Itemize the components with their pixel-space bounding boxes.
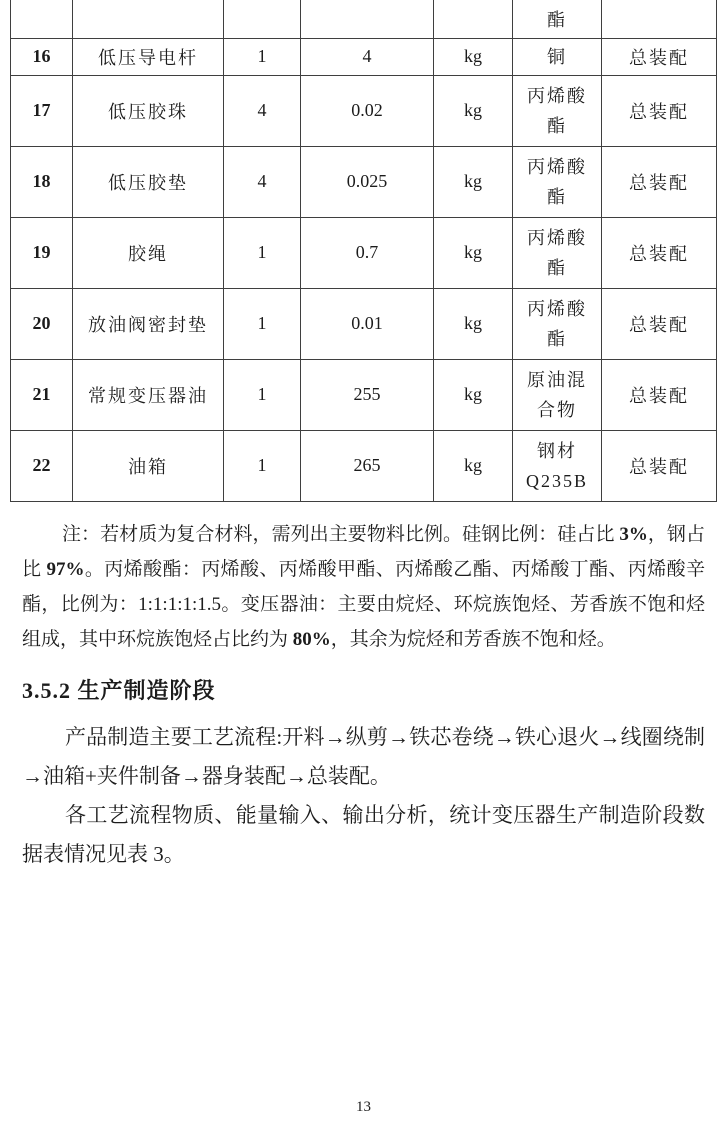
cell-stage: 总装配 [602, 38, 717, 75]
table-row [11, 146, 717, 217]
table-row [11, 217, 717, 288]
cell-stage [602, 0, 717, 38]
cell-weight [301, 0, 434, 38]
material-line: 丙烯酸 [527, 227, 587, 248]
cell-unit: kg [434, 288, 513, 359]
cell-name: 放油阀密封垫 [73, 288, 224, 359]
cell-stage: 总装配 [602, 217, 717, 288]
table-row [11, 359, 717, 430]
cell-name: 常规变压器油 [73, 359, 224, 430]
cell-weight: 4 [301, 38, 434, 75]
cell-qty [224, 0, 301, 38]
cell-unit: kg [434, 217, 513, 288]
cell-no: 20 [11, 288, 73, 359]
material-line: Q235B [525, 470, 588, 491]
cell-unit [434, 0, 513, 38]
note-paragraph [22, 517, 705, 657]
cell-qty: 4 [224, 75, 301, 146]
cell-material [513, 288, 602, 359]
material-line: 丙烯酸 [527, 85, 587, 106]
cell-stage: 总装配 [602, 75, 717, 146]
cell-qty: 4 [224, 146, 301, 217]
cell-no: 19 [11, 217, 73, 288]
body-paragraph-process-flow: 产品制造主要工艺流程:开料→纵剪→铁芯卷绕→铁心退火→线圈绕制→油箱+夹件制备→器身装配→总装配。 [22, 724, 705, 788]
section-heading: 3.5.2 生产制造阶段 [22, 677, 216, 703]
cell-material [513, 146, 602, 217]
material-line: 钢材 [537, 440, 577, 461]
table-row-carryover [11, 0, 717, 38]
bom-table-body [11, 0, 717, 501]
table-row [11, 38, 717, 75]
cell-weight: 0.025 [301, 146, 434, 217]
material-line: 原油混 [527, 369, 587, 390]
cell-stage: 总装配 [602, 146, 717, 217]
cell-qty: 1 [224, 38, 301, 75]
cell-unit: kg [434, 359, 513, 430]
material-line: 丙烯酸 [527, 298, 587, 319]
table-row [11, 430, 717, 501]
body-paragraph-analysis: 各工艺流程物质、能量输入、输出分析，统计变压器生产制造阶段数据表情况见表 3。 [22, 802, 705, 866]
cell-name: 油箱 [73, 430, 224, 501]
page-number: 13 [356, 1099, 371, 1115]
material-line: 酯 [547, 257, 567, 278]
note-text-segment: ，其余为烷烃和芳香族不饱和烃。 [330, 628, 616, 650]
cell-name: 低压胶垫 [73, 146, 224, 217]
cell-no: 16 [11, 38, 73, 75]
cell-material [513, 75, 602, 146]
note-text-segment: 注：若材质为复合材料，需列出主要物料比例。硅钢比例：硅占比 [62, 523, 620, 545]
cell-unit: kg [434, 430, 513, 501]
cell-qty: 1 [224, 217, 301, 288]
cell-no: 17 [11, 75, 73, 146]
note-text-segment: 80% [292, 628, 331, 650]
cell-unit: kg [434, 75, 513, 146]
cell-stage: 总装配 [602, 288, 717, 359]
cell-material: 酯 [513, 0, 602, 38]
cell-unit: kg [434, 146, 513, 217]
material-line: 丙烯酸 [527, 156, 587, 177]
note-text-segment: 3% [619, 523, 648, 545]
cell-unit: kg [434, 38, 513, 75]
cell-name: 胶绳 [73, 217, 224, 288]
cell-no: 18 [11, 146, 73, 217]
cell-qty: 1 [224, 288, 301, 359]
cell-no: 21 [11, 359, 73, 430]
cell-stage: 总装配 [602, 359, 717, 430]
bom-table [10, 0, 717, 502]
material-line: 合物 [537, 399, 577, 420]
cell-qty: 1 [224, 359, 301, 430]
cell-material [513, 38, 602, 75]
cell-weight: 0.01 [301, 288, 434, 359]
cell-name: 低压胶珠 [73, 75, 224, 146]
cell-weight: 265 [301, 430, 434, 501]
cell-material [513, 430, 602, 501]
cell-stage: 总装配 [602, 430, 717, 501]
table-row [11, 75, 717, 146]
note-text-segment: 97% [46, 558, 85, 580]
cell-no [11, 0, 73, 38]
material-line: 酯 [547, 186, 567, 207]
cell-material [513, 359, 602, 430]
note-text-segment: 。丙烯酸酯：丙烯酸、丙烯酸甲酯、丙烯酸乙酯、丙烯酸丁酯、丙烯酸辛酯，比例为：1:1:1:1:1.5。变压器油：主要由烷烃、环烷族饱烃、芳香族不饱和烃组成，其中环烷族饱烃占比约为 [22, 558, 705, 650]
note-text-segment: ，钢占比 [22, 523, 705, 580]
table-row [11, 288, 717, 359]
cell-qty: 1 [224, 430, 301, 501]
material-line: 酯 [547, 328, 567, 349]
cell-no: 22 [11, 430, 73, 501]
material-line: 铜 [547, 46, 567, 67]
cell-name [73, 0, 224, 38]
cell-name: 低压导电杆 [73, 38, 224, 75]
cell-weight: 0.7 [301, 217, 434, 288]
cell-weight: 255 [301, 359, 434, 430]
cell-material [513, 217, 602, 288]
cell-weight: 0.02 [301, 75, 434, 146]
material-line: 酯 [547, 115, 567, 136]
